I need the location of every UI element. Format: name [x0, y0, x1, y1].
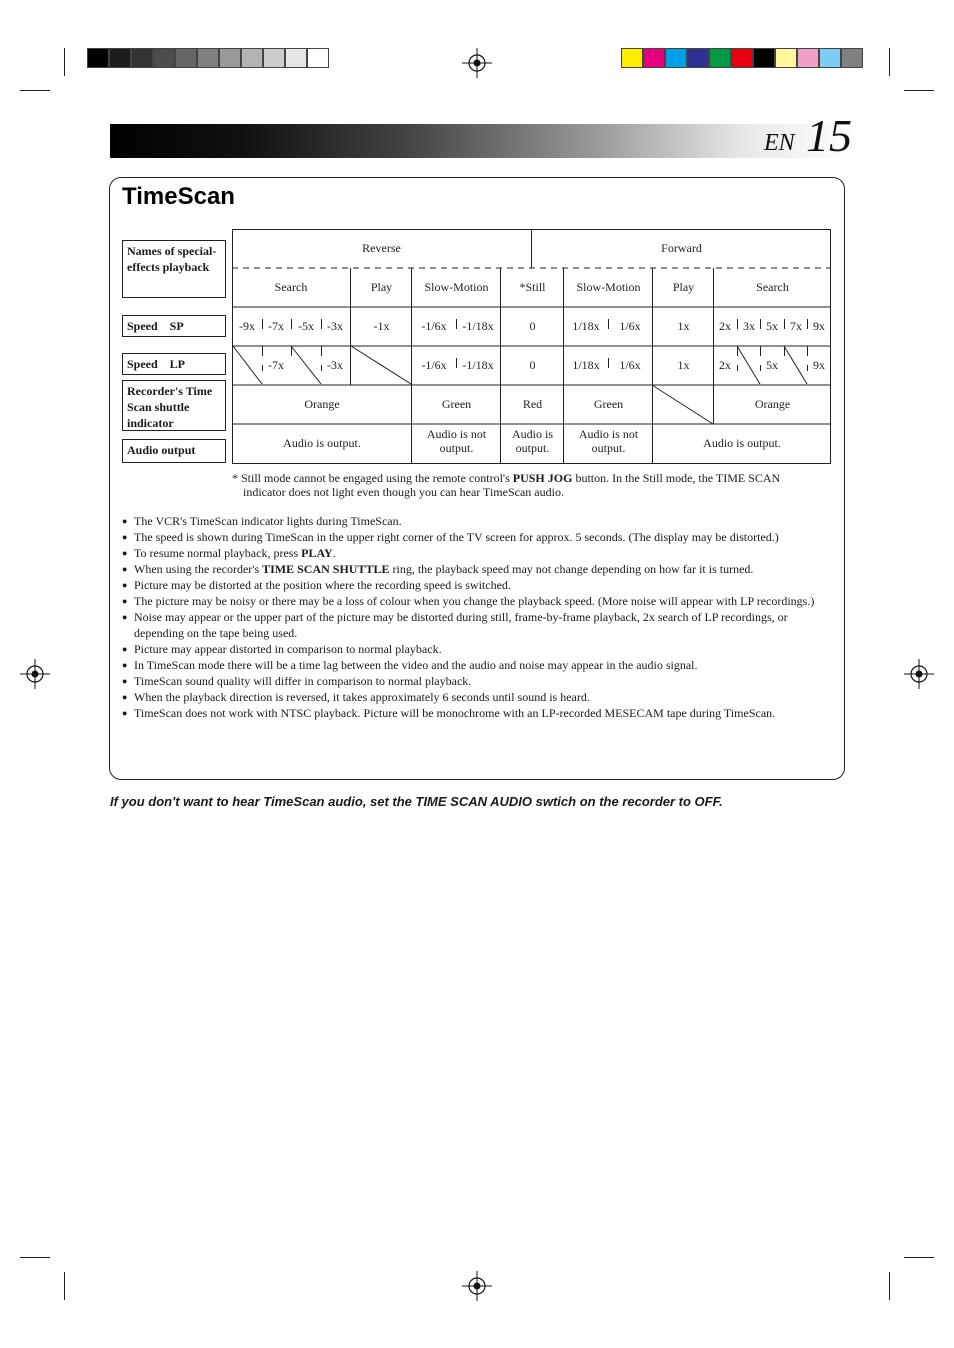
header-slow-reverse: Slow-Motion: [424, 280, 489, 294]
row-label-speed-lp: Speed LP: [122, 353, 226, 375]
registration-mark-icon: [462, 1271, 492, 1301]
list-item: ● The picture may be noisy or there may be a loss of colour when you change the playback speed. (More noise will appear with LP recordings.): [122, 593, 834, 609]
row-label-names: Names of special-effects playback: [122, 240, 226, 298]
lp-value: -1/18x: [462, 358, 494, 372]
list-item: ● Picture may appear distorted in comparison to normal playback.: [122, 641, 834, 657]
indicator-red: Red: [522, 397, 543, 411]
crop-mark: [904, 1257, 934, 1258]
registration-mark-icon: [20, 659, 50, 689]
sp-value: 3x: [743, 319, 755, 333]
header-reverse: Reverse: [362, 241, 401, 255]
sp-value: -7x: [268, 319, 284, 333]
list-item: ● Noise may appear or the upper part of the picture may be distorted during still, frame-by-frame playback, 2x search of LP recordings, or depending on the tape being used.: [122, 609, 834, 641]
sp-value: 1x: [677, 319, 690, 333]
crop-mark: [904, 90, 934, 91]
lp-value: 1/18x: [572, 358, 600, 372]
header-forward: Forward: [661, 241, 702, 255]
lp-value: -3x: [327, 358, 343, 372]
list-item: ● TimeScan sound quality will differ in comparison to normal playback.: [122, 673, 834, 689]
lp-value: -1/6x: [421, 358, 447, 372]
audio-tip: If you don't want to hear TimeScan audio, set the TIME SCAN AUDIO swtich on the recorder to OFF.: [110, 794, 723, 809]
color-swatch: [731, 48, 753, 68]
page-number: 15: [806, 110, 852, 161]
gray-swatch: [131, 48, 153, 68]
color-swatch: [665, 48, 687, 68]
sp-value: -1/18x: [462, 319, 494, 333]
note-bold: PUSH JOG: [512, 471, 573, 485]
gray-swatch: [219, 48, 241, 68]
sp-value: -1/6x: [421, 319, 447, 333]
gray-swatch: [241, 48, 263, 68]
crop-mark: [20, 1257, 50, 1258]
gray-swatch: [175, 48, 197, 68]
audio-output-reverse: Audio is output.: [283, 436, 361, 450]
header-play-forward: Play: [672, 280, 695, 294]
row-label-speed-sp: Speed SP: [122, 315, 226, 337]
row-label-indicator: Recorder's Time Scan shuttle indicator: [122, 380, 226, 431]
audio-output-forward: Audio is output.: [703, 436, 781, 450]
crop-mark: [20, 90, 50, 91]
indicator-green-reverse: Green: [441, 397, 472, 411]
gray-swatch: [285, 48, 307, 68]
header-still: *Still: [519, 280, 546, 294]
color-swatch: [775, 48, 797, 68]
note-suffix: button. In the Still mode, the TIME SCAN indicator does not light even though you can hear TimeScan audio.: [243, 471, 781, 499]
row-label-audio: Audio output: [122, 439, 226, 463]
audio-not-forward: Audio is not output.: [578, 427, 639, 455]
sp-value: 1/18x: [572, 319, 600, 333]
header-search-reverse: Search: [274, 280, 308, 294]
language-code: EN: [764, 130, 795, 156]
crop-mark: [889, 1272, 890, 1300]
gray-swatch: [153, 48, 175, 68]
lp-value: 1/6x: [619, 358, 641, 372]
sp-value: 1/6x: [619, 319, 641, 333]
header-gradient-bar: [110, 124, 856, 158]
color-swatch: [819, 48, 841, 68]
gray-swatch: [87, 48, 109, 68]
section-title: TimeScan: [122, 183, 235, 210]
header-slow-forward: Slow-Motion: [576, 280, 641, 294]
registration-mark-icon: [462, 48, 492, 78]
sp-value: 7x: [790, 319, 802, 333]
gray-swatch: [197, 48, 219, 68]
header-search-forward: Search: [756, 280, 789, 294]
sp-value: 5x: [766, 319, 778, 333]
color-swatch: [643, 48, 665, 68]
header-play-reverse: Play: [370, 280, 393, 294]
gray-swatch: [307, 48, 329, 68]
list-item: ● When the playback direction is reversed, it takes approximately 6 seconds until sound is heard.: [122, 689, 834, 705]
note-prefix: * Still mode cannot be engaged using the remote control's: [232, 471, 513, 485]
indicator-green-forward: Green: [593, 397, 624, 411]
crop-mark: [889, 48, 890, 76]
list-item: ● Picture may be distorted at the position where the recording speed is switched.: [122, 577, 834, 593]
sp-value: 9x: [813, 319, 825, 333]
list-item: ● TimeScan does not work with NTSC playback. Picture will be monochrome with an LP-recorded MESECAM tape during TimeScan.: [122, 705, 834, 721]
color-swatch: [797, 48, 819, 68]
lp-value: 9x: [813, 358, 825, 372]
audio-not-reverse: Audio is not output.: [426, 427, 487, 455]
color-swatch: [687, 48, 709, 68]
color-swatch: [841, 48, 863, 68]
still-footnote: [232, 471, 822, 499]
lp-value: 0: [529, 358, 536, 372]
indicator-orange-reverse: Orange: [304, 397, 340, 411]
lp-value: 1x: [677, 358, 690, 372]
registration-mark-icon: [904, 659, 934, 689]
color-swatch: [621, 48, 643, 68]
indicator-orange-forward: Orange: [754, 397, 791, 411]
audio-still: Audio is output.: [511, 427, 553, 455]
gray-swatch: [109, 48, 131, 68]
lp-value: 2x: [719, 358, 731, 372]
list-item: ● To resume normal playback, press PLAY.: [122, 545, 834, 561]
list-item: ● The speed is shown during TimeScan in the upper right corner of the TV screen for approx. 5 seconds. (The display may be distorted.): [122, 529, 834, 545]
sp-value: 0: [529, 319, 536, 333]
color-swatch: [753, 48, 775, 68]
color-swatch: [709, 48, 731, 68]
lp-value: 5x: [766, 358, 778, 372]
lp-value: -7x: [268, 358, 284, 372]
sp-value: -5x: [298, 319, 314, 333]
sp-value: 2x: [719, 319, 731, 333]
sp-value: -3x: [327, 319, 343, 333]
crop-mark: [64, 48, 65, 76]
sp-value: -9x: [239, 319, 255, 333]
notes-list: [122, 513, 834, 721]
list-item: ● When using the recorder's TIME SCAN SHUTTLE ring, the playback speed may not change depending on how far it is turned.: [122, 561, 834, 577]
list-item: ● In TimeScan mode there will be a time lag between the video and the audio and noise may appear in the audio signal.: [122, 657, 834, 673]
gray-swatch: [263, 48, 285, 68]
sp-value: -1x: [373, 319, 390, 333]
crop-mark: [64, 1272, 65, 1300]
list-item: ● The VCR's TimeScan indicator lights during TimeScan.: [122, 513, 834, 529]
